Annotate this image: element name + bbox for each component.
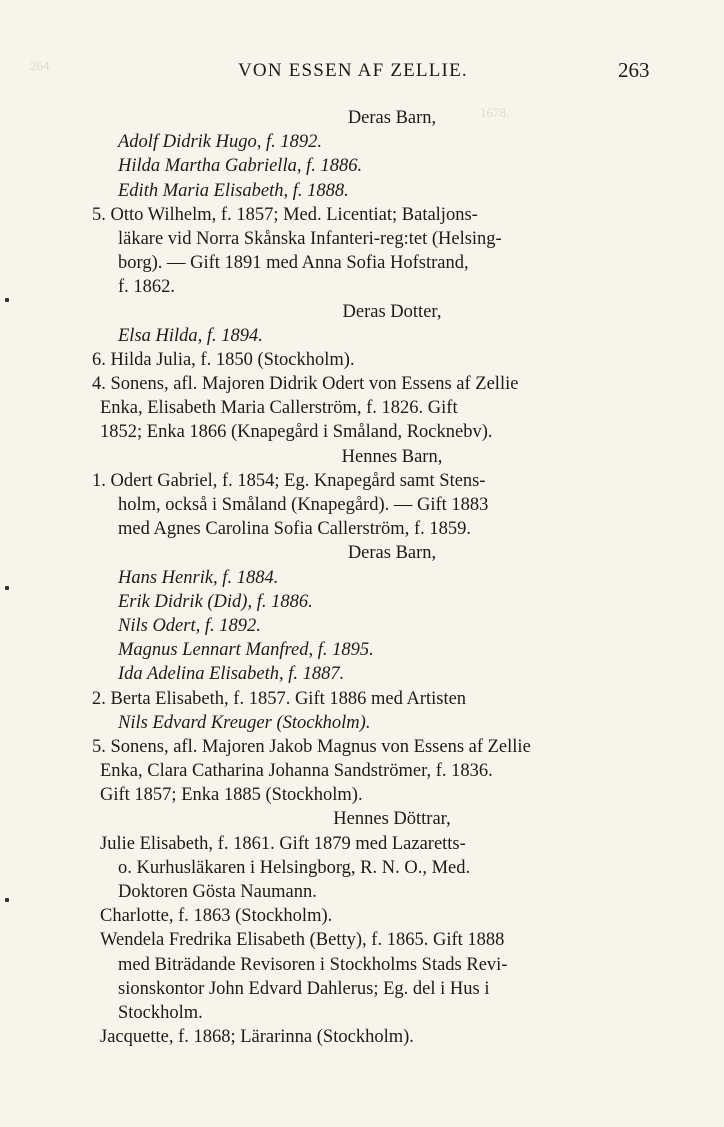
text-line: 2. Berta Elisabeth, f. 1857. Gift 1886 med Artisten bbox=[92, 688, 467, 709]
text-line: Hans Henrik, f. 1884. bbox=[118, 567, 279, 588]
margin-mark bbox=[5, 586, 9, 590]
text-line: 6. Hilda Julia, f. 1850 (Stockholm). bbox=[92, 349, 355, 370]
section-heading: Deras Barn, bbox=[347, 543, 437, 564]
page-body bbox=[92, 106, 692, 1049]
running-header: VON ESSEN AF ZELLIE. bbox=[238, 60, 468, 81]
text-line: o. Kurhusläkaren i Helsingborg, R. N. O., Med. bbox=[118, 857, 471, 878]
text-line: Adolf Didrik Hugo, f. 1892. bbox=[118, 132, 323, 153]
margin-mark bbox=[5, 898, 9, 902]
text-line: 5. Otto Wilhelm, f. 1857; Med. Licentiat; Bataljons- bbox=[92, 204, 478, 225]
text-line: Magnus Lennart Manfred, f. 1895. bbox=[118, 640, 374, 661]
text-line: med Biträdande Revisoren i Stockholms Stads Revi- bbox=[118, 954, 508, 975]
text-line: Enka, Clara Catharina Johanna Sandströmer, f. 1836. bbox=[100, 761, 493, 782]
text-line: 1. Odert Gabriel, f. 1854; Eg. Knapegård samt Stens- bbox=[92, 470, 486, 491]
section-heading: Hennes Barn, bbox=[341, 446, 443, 467]
text-line: Elsa Hilda, f. 1894. bbox=[118, 325, 263, 346]
text-line: Doktoren Gösta Naumann. bbox=[118, 882, 317, 902]
text-line: 1852; Enka 1866 (Knapegård i Småland, Rocknebv). bbox=[100, 422, 493, 443]
text-line: Ida Adelina Elisabeth, f. 1887. bbox=[118, 664, 345, 685]
text-line: Julie Elisabeth, f. 1861. Gift 1879 med Lazaretts- bbox=[100, 833, 466, 854]
text-line: 5. Sonens, afl. Majoren Jakob Magnus von Essens af Zellie bbox=[92, 736, 531, 757]
text-line: Jacquette, f. 1868; Lärarinna (Stockholm). bbox=[100, 1027, 414, 1048]
text-line: sionskontor John Edvard Dahlerus; Eg. del i Hus i bbox=[118, 978, 490, 999]
text-line: 4. Sonens, afl. Majoren Didrik Odert von Essens af Zellie bbox=[92, 374, 519, 395]
page-number: 263 bbox=[618, 58, 650, 82]
text-line: Edith Maria Elisabeth, f. 1888. bbox=[118, 180, 349, 201]
text-line: f. 1862. bbox=[118, 277, 176, 298]
text-line: Charlotte, f. 1863 (Stockholm). bbox=[100, 906, 333, 927]
text-line: Enka, Elisabeth Maria Callerström, f. 1826. Gift bbox=[100, 398, 458, 419]
text-line: borg). — Gift 1891 med Anna Sofia Hofstrand, bbox=[118, 253, 469, 274]
text-line: Wendela Fredrika Elisabeth (Betty), f. 1865. Gift 1888 bbox=[100, 930, 505, 951]
text-line: med Agnes Carolina Sofia Callerström, f. 1859. bbox=[118, 519, 471, 540]
text-line: Nils Edvard Kreuger (Stockholm). bbox=[118, 712, 371, 733]
margin-mark bbox=[5, 298, 9, 302]
section-heading: Deras Dotter, bbox=[342, 301, 442, 322]
section-heading: Deras Barn, bbox=[347, 108, 437, 128]
bleed-through-text: 1678. bbox=[480, 105, 510, 120]
text-line: läkare vid Norra Skånska Infanteri-reg:tet (Helsing- bbox=[118, 228, 502, 249]
text-line: Hilda Martha Gabriella, f. 1886. bbox=[118, 156, 363, 177]
text-line: holm, också i Småland (Knapegård). — Gift 1883 bbox=[118, 495, 489, 515]
text-line: Nils Odert, f. 1892. bbox=[118, 615, 261, 636]
text-line: Erik Didrik (Did), f. 1886. bbox=[118, 591, 313, 612]
text-line: Gift 1857; Enka 1885 (Stockholm). bbox=[100, 785, 363, 806]
text-line: Stockholm. bbox=[118, 1002, 203, 1023]
section-heading: Hennes Döttrar, bbox=[333, 809, 451, 830]
bleed-through-text: 264 bbox=[30, 58, 50, 73]
